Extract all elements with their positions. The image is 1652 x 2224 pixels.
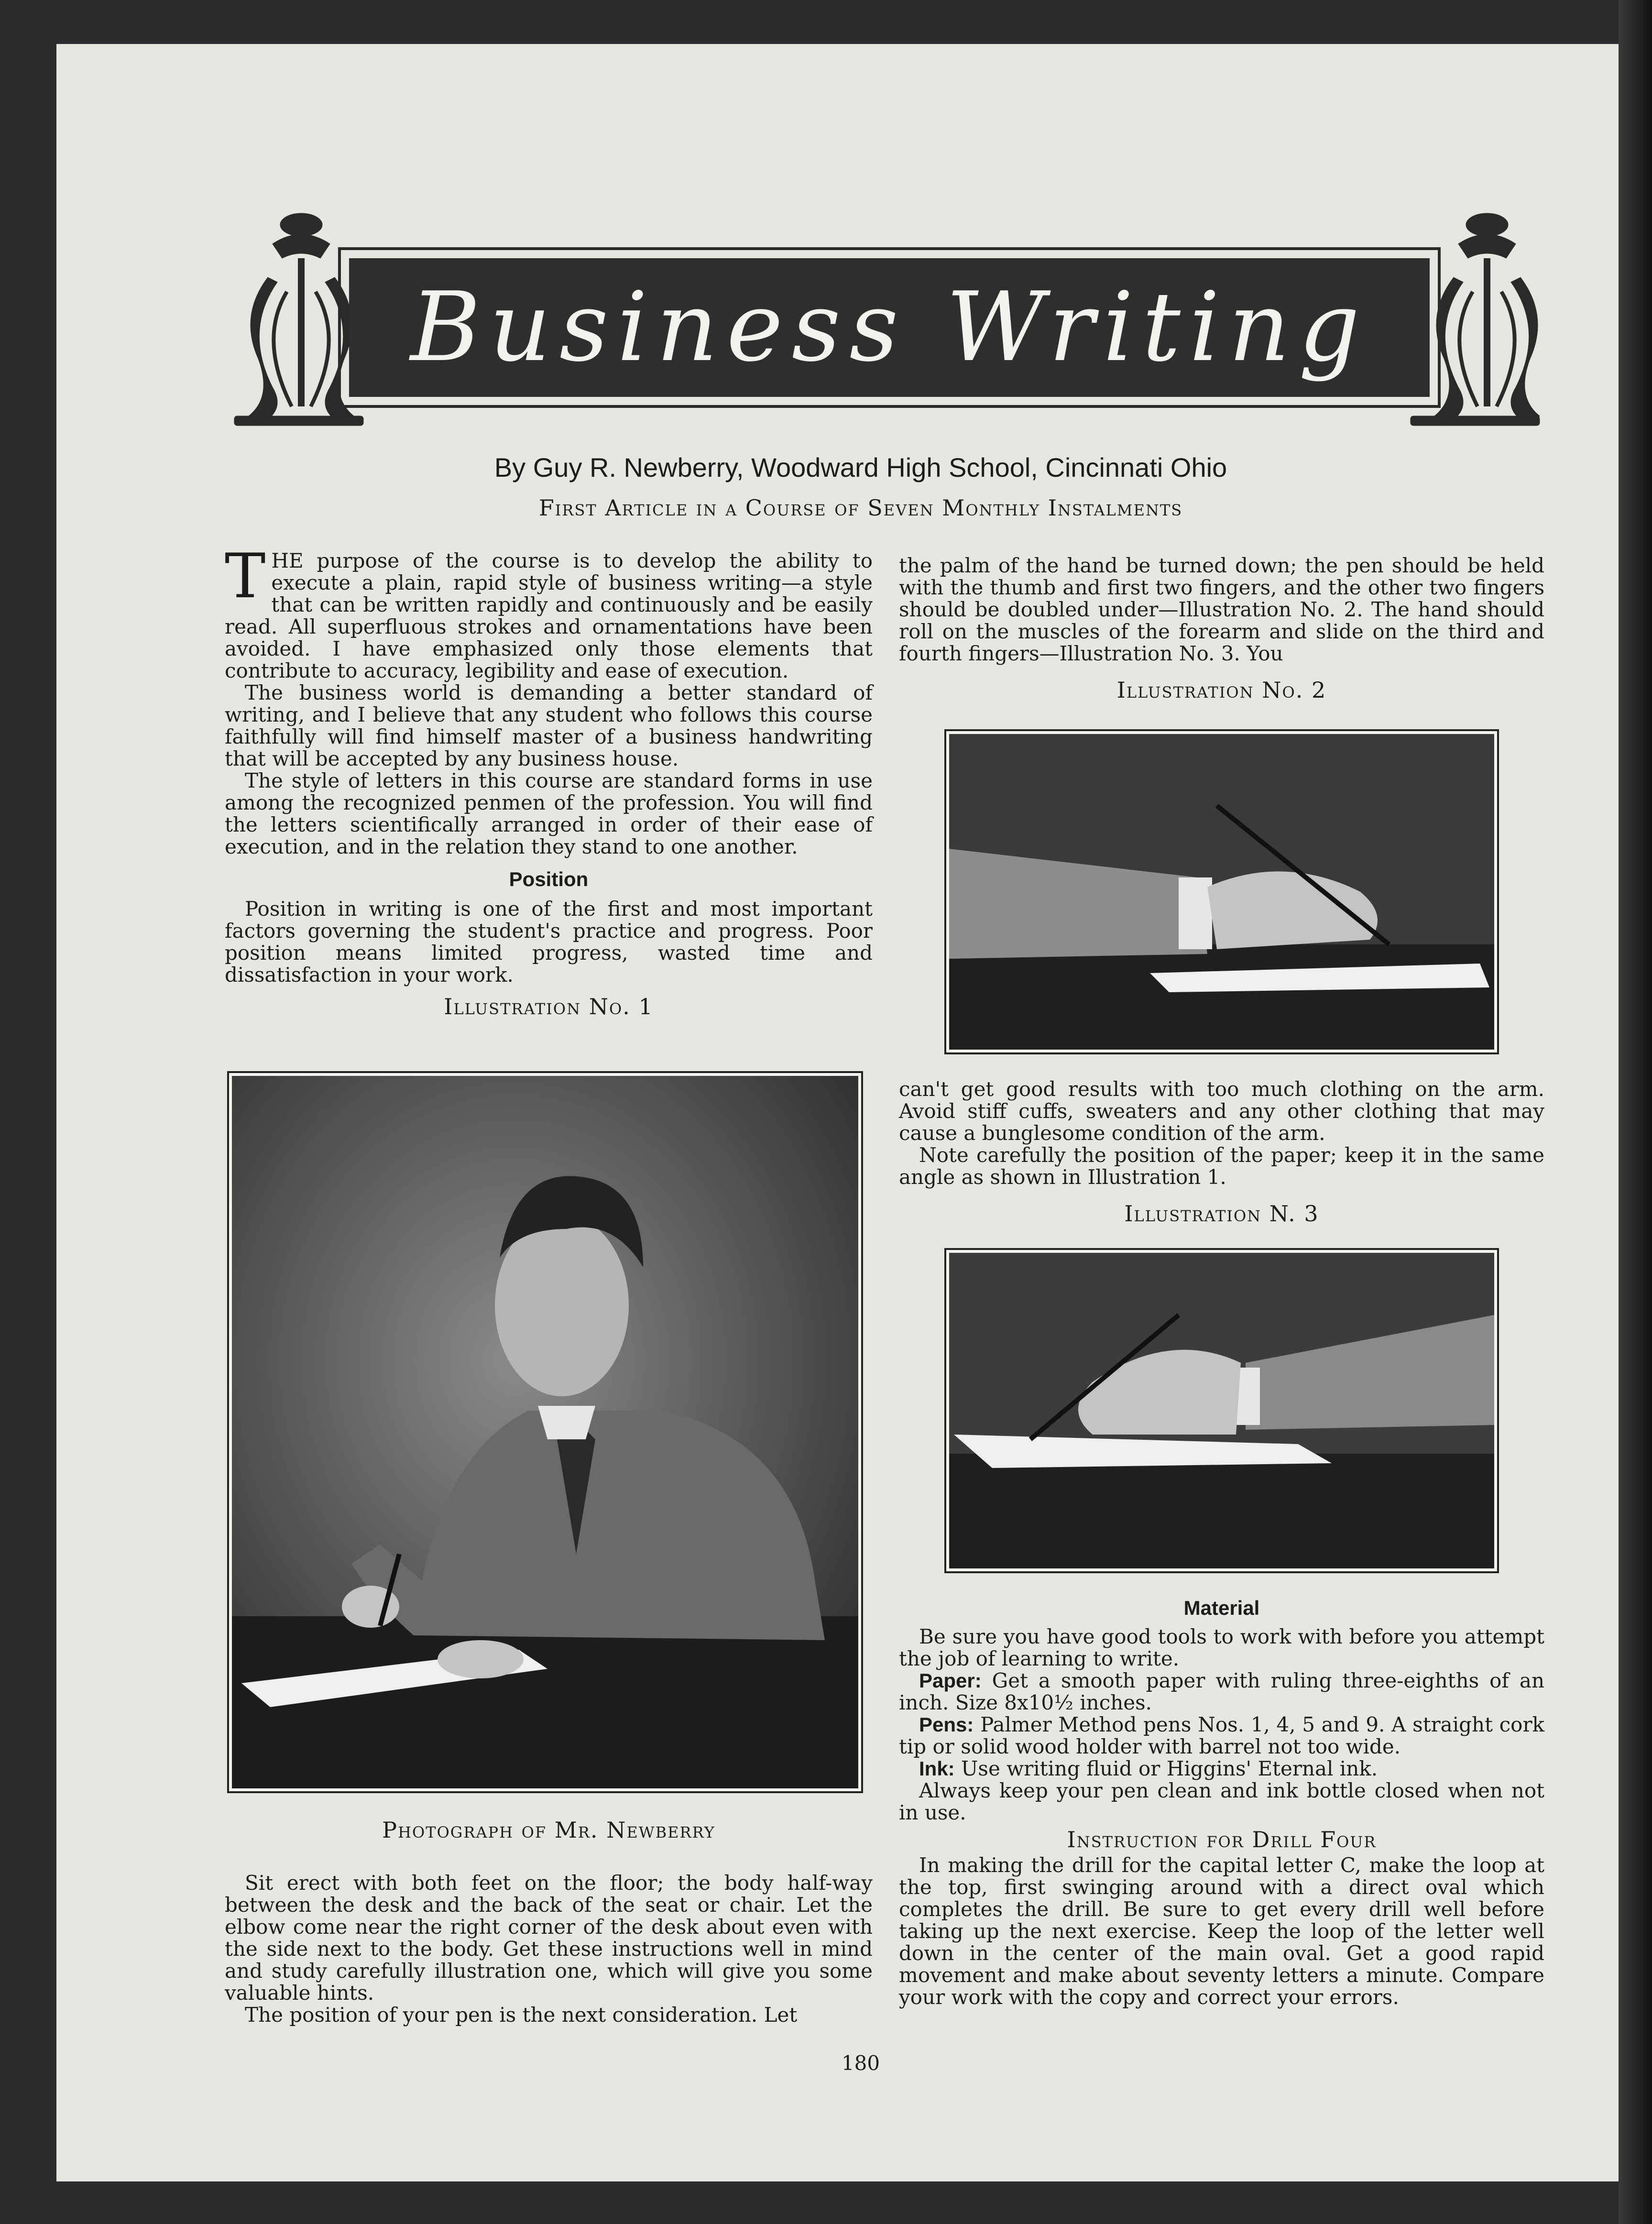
paragraph-always: Always keep your pen clean and ink bottle closed when not in use.	[899, 1779, 1544, 1824]
paragraph-position: Position in writing is one of the first and most important factors governing the student's practice and progress. Poor position means limited progress, wasted time and dissatisfaction in your work.	[225, 897, 873, 986]
left-column-bottom	[225, 1872, 873, 2026]
paragraph-drill: In making the drill for the capital letter C, make the loop at the top, first swinging around with a direct oval which completes the drill. Be sure to get every drill well before taking up the next exercise. Keep the loop of the letter well down in the center of the main oval. Get a good rapid movement and make about seventy letters a minute. Compare your work with the copy and correct your errors.	[899, 1853, 1544, 2009]
right-column-top	[899, 555, 1544, 701]
photograph-newberry	[227, 1071, 863, 1793]
illustration-3-photo	[944, 1248, 1499, 1573]
paragraph-clothing: can't get good results with too much clothing on the arm. Avoid stiff cuffs, sweaters and any other clothing that may cause a bunglesome condition of the arm.	[899, 1077, 1544, 1145]
hand-sliding-photo-icon	[949, 1253, 1494, 1568]
paragraph-style: The style of letters in this course are standard forms in use among the recognized penmen of the profession. You will find the letters scientifically arranged in order of their ease of execution, and in the relation they stand to one another.	[225, 769, 873, 858]
right-column-bottom	[899, 1597, 1544, 2008]
paragraph-pens: Pens: Palmer Method pens Nos. 1, 4, 5 and 9. A straight cork tip or solid wood holder with barrel not too wide.	[899, 1713, 1544, 1758]
paragraph-paper: Paper: Get a smooth paper with ruling three-eighths of an inch. Size 8x10½ inches.	[899, 1669, 1544, 1714]
header-banner	[230, 206, 1549, 435]
banner-title: Business Writing	[410, 272, 1368, 383]
drill-heading: Instruction for Drill Four	[1067, 1827, 1377, 1852]
paragraph-standard: The business world is demanding a better standard of writing, and I believe that any student who follows this course faithfully will find himself master of a business handwriting that will be accepted by any business house.	[225, 681, 873, 770]
drop-cap: T	[225, 541, 266, 612]
portrait-photo-icon	[232, 1076, 858, 1788]
page-number: 180	[841, 2051, 880, 2075]
paragraph-pen-position: The position of your pen is the next consideration. Let	[245, 2003, 798, 2027]
photo-caption: Photograph of Mr. Newberry	[382, 1817, 715, 1843]
subtitle: First Article in a Course of Seven Monthly Instalments	[538, 495, 1183, 521]
paragraph-ink: Ink: Use writing fluid or Higgins' Eternal ink.	[919, 1757, 1378, 1780]
intro-paragraph: THE purpose of the course is to develop the ability to execute a plain, rapid style of business writing—a style that can be written rapidly and continuously and be easily read. All superfluous strokes and ornamentations have been avoided. I have emphasized only those elements that contribute to accuracy, legibility and ease of execution.	[225, 541, 873, 682]
illustration-3-label: Illustration N. 3	[1124, 1201, 1319, 1227]
paragraph-material: Be sure you have good tools to work with before you attempt the job of learning to write.	[899, 1625, 1544, 1670]
left-ornament-icon	[234, 213, 363, 426]
illustration-1-label: Illustration No. 1	[444, 994, 654, 1019]
right-ornament-icon	[1411, 213, 1540, 426]
illustration-2-label: Illustration No. 2	[1116, 677, 1327, 703]
position-heading: Position	[509, 868, 589, 890]
hand-writing-photo-icon	[949, 734, 1494, 1050]
byline: By Guy R. Newberry, Woodward High School, Cincinnati Ohio	[494, 452, 1227, 482]
book-spine	[1619, 0, 1652, 2224]
paragraph-sit-erect: Sit erect with both feet on the floor; the body half-way between the desk and the back of the seat or chair. Let the elbow come near the right corner of the desk about even with the side next to the body. Get these instructions well in mind and study carefully illustration one, which will give you some valuable hints.	[225, 1871, 873, 2005]
left-column-top	[225, 541, 873, 1019]
material-heading: Material	[1183, 1597, 1260, 1619]
right-column-middle	[899, 1078, 1544, 1225]
paragraph-palm: the palm of the hand be turned down; the pen should be held with the thumb and first two fingers, and the other two fingers should be doubled under—Illustration No. 2. The hand should roll on the muscles of the forearm and slide on the third and fourth fingers—Illustration No. 3. You	[899, 554, 1544, 665]
illustration-2-photo	[944, 729, 1499, 1054]
paragraph-paper-note: Note carefully the position of the paper; keep it in the same angle as shown in Illustration 1.	[899, 1143, 1544, 1189]
